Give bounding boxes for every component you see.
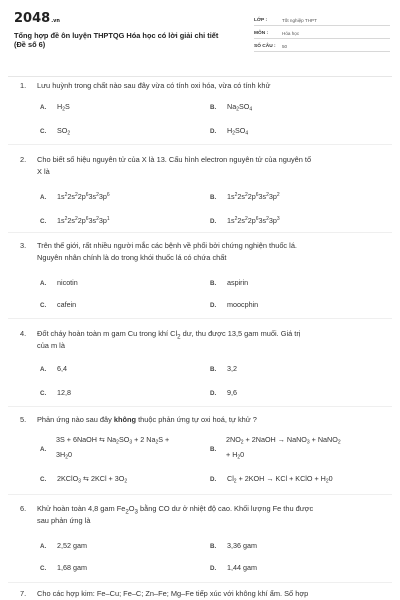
question-text-cont: X là bbox=[37, 167, 50, 176]
meta-value: 50 bbox=[282, 44, 288, 49]
question-divider bbox=[8, 144, 392, 145]
option-c[interactable]: C. 12,8 bbox=[40, 388, 71, 397]
option-a[interactable]: A. $H_2S$ bbox=[40, 102, 70, 113]
question-text: Khử hoàn toàn 4,8 gam $Fe_2O_3$ bằng CO dư ở nhiệt độ cao. Khối lượng Fe thu được bbox=[37, 504, 314, 516]
question-stem bbox=[20, 80, 390, 92]
option-a[interactable]: A. 2,52 gam bbox=[40, 541, 87, 550]
meta-key: LỚP : bbox=[254, 18, 268, 23]
document-title bbox=[14, 31, 244, 49]
option-text: 3S + 6NaOH ⇆ $Na_2SO_3 + 2$ $Na_2S$ + $3H_20$ bbox=[56, 435, 170, 460]
question-text: Cho biết số hiệu nguyên tử của X là 13. Cấu hình electron nguyên tử của nguyên tố bbox=[37, 155, 312, 164]
option-letter: B. bbox=[210, 446, 217, 453]
question-text: Cho các hợp kim: Fe–Cu; Fe–C; Zn–Fe; Mg–Fe tiếp xúc với không khí ẩm. Số hợp bbox=[37, 589, 309, 598]
option-c[interactable]: C. $SO_2$ bbox=[40, 126, 71, 137]
title-line-2: (Đề số 6) bbox=[14, 40, 46, 49]
option-letter: A. bbox=[40, 446, 47, 453]
question-number: 5. bbox=[20, 415, 27, 424]
question-number: 6. bbox=[20, 504, 27, 513]
question-divider bbox=[8, 232, 392, 233]
option-c[interactable]: C. $1s^22s^22p^63s^23p^1$ bbox=[40, 216, 110, 225]
option-c[interactable]: C. cafein bbox=[40, 300, 77, 309]
option-b[interactable]: B. $1s^22s^22p^63s^23p^2$ bbox=[210, 192, 280, 201]
question-divider bbox=[8, 318, 392, 319]
question-divider bbox=[8, 582, 392, 583]
site-logo[interactable]: 2048.vn bbox=[14, 11, 60, 26]
question-text-cont: của m là bbox=[37, 341, 65, 350]
meta-value: Hóa học bbox=[282, 31, 300, 36]
question-number: 4. bbox=[20, 329, 27, 338]
meta-key: SỐ CÂU : bbox=[254, 44, 276, 49]
question-stem bbox=[20, 154, 390, 166]
document-header bbox=[0, 0, 400, 78]
question-stem bbox=[20, 240, 390, 252]
question-number: 2. bbox=[20, 155, 27, 164]
option-b[interactable]: B. 3,36 gam bbox=[210, 541, 257, 550]
meta-value: Tốt nghiệp THPT bbox=[282, 18, 317, 23]
meta-info bbox=[254, 13, 390, 52]
question-number: 1. bbox=[20, 81, 27, 90]
question-text-cont: Nguyên nhân chính là do trong khói thuốc lá có chứa chất bbox=[37, 253, 227, 262]
option-b[interactable]: B. aspirin bbox=[210, 278, 249, 287]
option-a[interactable]: A. 6,4 bbox=[40, 364, 67, 373]
option-d[interactable]: D. $H_2SO_4$ bbox=[210, 126, 249, 137]
question-text: Trên thế giới, rất nhiều người mắc các bệnh về phổi bởi chứng nghiện thuốc lá. bbox=[37, 241, 297, 250]
option-d[interactable]: D. $1s^22s^22p^63s^23p^3$ bbox=[210, 216, 280, 225]
option-a[interactable]: A. $1s^22s^22p^63s^23p^6$ bbox=[40, 192, 110, 201]
meta-row-subject bbox=[254, 26, 390, 39]
question-text-cont: sau phản ứng là bbox=[37, 516, 91, 525]
option-d[interactable]: D. $Cl_2 + 2KOH$ → KCl + KClO + $H_20$ bbox=[210, 474, 333, 485]
question-stem bbox=[20, 588, 390, 600]
option-c[interactable]: C. 1,68 gam bbox=[40, 563, 87, 572]
meta-row-class bbox=[254, 13, 390, 26]
question-text: Đốt cháy hoàn toàn m gam Cu trong khí $Cl_2$ dư, thu được 13,5 gam muối. Giá trị bbox=[37, 329, 301, 341]
header-divider bbox=[8, 76, 392, 77]
question-text: Phản ứng nào sau đây không thuộc phản ứng tự oxi hoá, tự khử ? bbox=[37, 415, 257, 424]
question-stem bbox=[20, 414, 390, 426]
question-divider bbox=[8, 406, 392, 407]
option-d[interactable]: D. 1,44 gam bbox=[210, 563, 257, 572]
question-divider bbox=[8, 494, 392, 495]
question-number: 7. bbox=[20, 589, 27, 598]
meta-row-count bbox=[254, 39, 390, 52]
question-number: 3. bbox=[20, 241, 27, 250]
option-a[interactable]: A. nicotin bbox=[40, 278, 78, 287]
option-b[interactable]: B. $Na_2SO_4$ bbox=[210, 102, 253, 113]
option-b[interactable]: B. 3,2 bbox=[210, 364, 237, 373]
option-d[interactable]: D. 9,6 bbox=[210, 388, 237, 397]
title-line-1: Tổng hợp đề ôn luyện THPTQG Hóa học có lời giải chi tiết bbox=[14, 31, 219, 40]
question-text: Lưu huỳnh trong chất nào sau đây vừa có tính oxi hóa, vừa có tính khử bbox=[37, 81, 271, 90]
option-text: $2NO_2$ + 2NaOH → NaNO$_3$ + NaNO$_2$ + $H_20$ bbox=[226, 435, 341, 460]
meta-key: MÔN : bbox=[254, 31, 269, 36]
option-d[interactable]: D. moocphin bbox=[210, 300, 259, 309]
option-c[interactable]: C. 2KClO$_3$ ⇆ $2KCl + 3O_2$ bbox=[40, 474, 128, 485]
